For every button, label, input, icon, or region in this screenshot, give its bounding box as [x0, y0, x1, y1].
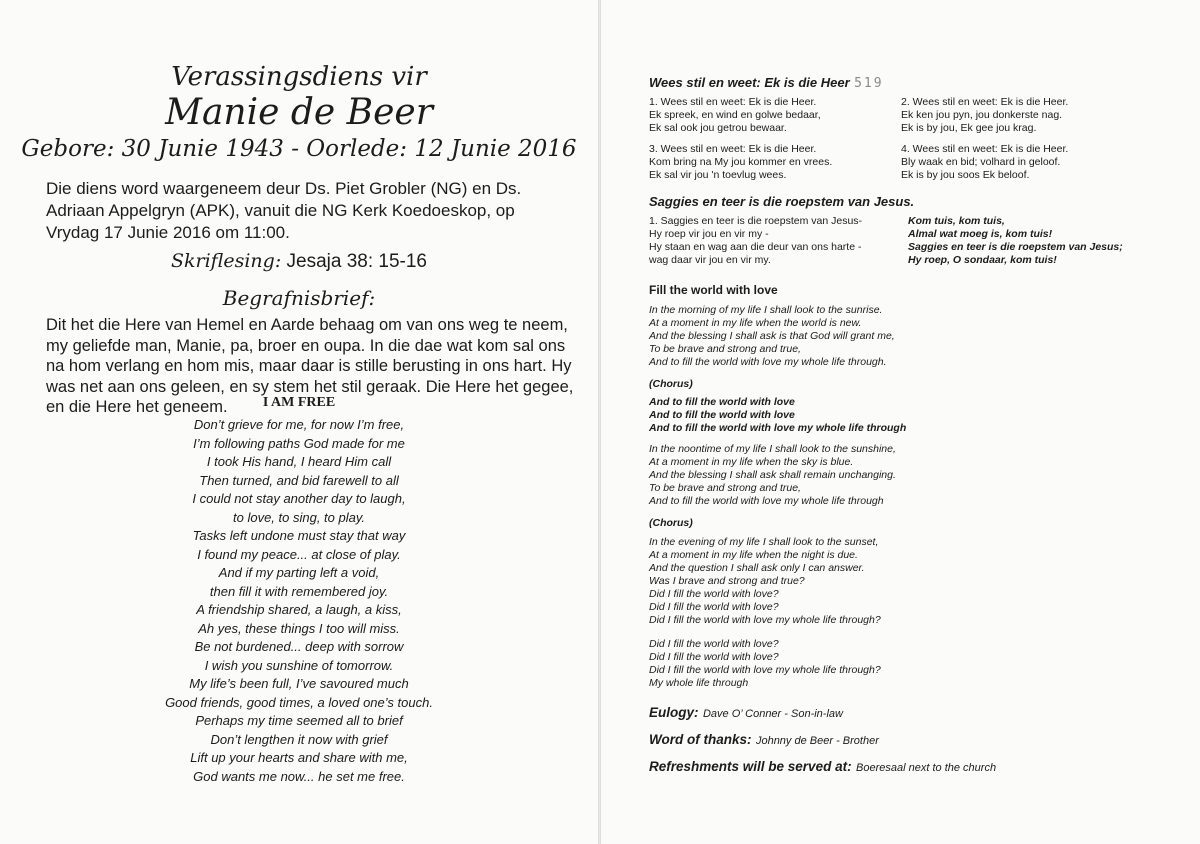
poem-line: then fill it with remembered joy. [209, 583, 389, 599]
poem-line: A friendship shared, a laugh, a kiss, [196, 602, 402, 617]
poem-title: I AM FREE [262, 395, 336, 410]
song-line: To be brave and strong and true, [649, 343, 801, 355]
verse-line: Hy roep vir jou en vir my - [649, 228, 769, 240]
poem-line: I’m following paths God made for me [193, 435, 405, 451]
verse-line: 4. Wees stil en weet: Ek is die Heer. [901, 143, 1069, 155]
verse-line: Ek is by jou soos Ek beloof. [901, 169, 1030, 181]
poem-line: Good friends, good times, a loved one’s touch. [165, 694, 433, 710]
song-line: In the evening of my life I shall look to the sunset, [649, 536, 879, 548]
poem-line: God wants me now... he set me free. [193, 768, 405, 784]
poem-line: to love, to sing, to play. [233, 509, 365, 525]
poem-line: I took His hand, I heard Him call [206, 454, 392, 469]
refrain-line: Kom tuis, kom tuis, [908, 215, 1005, 227]
eulogy-label: Eulogy: [649, 705, 699, 720]
poem-line: My life’s been full, I’ve savoured much [189, 676, 409, 691]
song-line: And to fill the world with love my whole life through [649, 495, 884, 507]
refreshments-row [649, 758, 996, 776]
poem-line: I could not stay another day to laugh, [192, 491, 406, 506]
poem-line: Ah yes, these things I too will miss. [198, 620, 400, 636]
hymn2-verse [649, 215, 862, 267]
poem-line: I wish you sunshine of tomorrow. [204, 657, 394, 673]
song-line: Did I fill the world with love? [649, 651, 779, 663]
song-line: My whole life through [649, 677, 749, 689]
thanks-label: Word of thanks: [649, 732, 752, 747]
song-line: Was I brave and strong and true? [649, 575, 805, 587]
hymn1-verse-3 [649, 143, 832, 182]
song-line: Did I fill the world with love? [649, 601, 779, 613]
song-line: To be brave and strong and true, [649, 482, 801, 494]
poem-line: Don’t grieve for me, for now I’m free, [193, 417, 405, 432]
poem [0, 416, 598, 786]
verse-line: Ek sal vir jou 'n toevlug wees. [649, 169, 787, 181]
song-ending [649, 638, 881, 690]
song-line: Did I fill the world with love? [649, 638, 779, 650]
hymn1-verse-2 [901, 96, 1068, 135]
song-line: Did I fill the world with love? [649, 588, 779, 600]
poem-line: Perhaps my time seemed all to brief [195, 713, 403, 728]
verse-line: Ek sal ook jou getrou bewaar. [649, 122, 787, 134]
song-line: And the blessing I shall ask shall remain unchanging. [649, 469, 896, 481]
refrain-line: Saggies en teer is die roepstem van Jesus; [908, 241, 1123, 253]
song-line: And the question I shall ask only I can answer. [649, 562, 865, 574]
hymn1-verse-1 [649, 96, 821, 135]
poem-line: Don’t lengthen it now with grief [210, 731, 388, 747]
poem-line: Then turned, and bid farewell to all [199, 472, 399, 488]
deceased-name: Manie de Beer [165, 92, 433, 133]
scripture-reading [0, 250, 598, 273]
verse-line: Bly waak en bid; volhard in geloof. [901, 156, 1061, 168]
song-line: Did I fill the world with love my whole life through? [649, 664, 881, 676]
song-line: At a moment in my life when the night is due. [649, 549, 858, 561]
hymn2-refrain [908, 215, 1123, 267]
service-details: Die diens word waargeneem deur Ds. Piet Grobler (NG) en Ds. Adriaan Appelgryn (APK), vanuit die NG Kerk Koedoeskop, op Vrydag 17 Junie 2016 om 11:00. [46, 179, 522, 242]
verse-line: wag daar vir jou en vir my. [649, 254, 771, 266]
song-verse-1 [649, 304, 895, 369]
verse-line: Ek is by jou, Ek gee jou krag. [901, 122, 1037, 134]
verse-line: 1. Wees stil en weet: Ek is die Heer. [649, 96, 817, 108]
poem-line: Be not burdened... deep with sorrow [194, 639, 404, 654]
chorus-label: (Chorus) [649, 378, 693, 390]
poem-line: I found my peace... at close of play. [197, 546, 401, 562]
refrain-line: Hy roep, O sondaar, kom tuis! [908, 254, 1057, 266]
eulogy-value: Dave O’ Conner - Son-in-law [702, 708, 843, 720]
song-line: Did I fill the world with love my whole life through? [649, 614, 881, 626]
poem-line: Tasks left undone must stay that way [192, 528, 406, 543]
verse-line: Kom bring na My jou kommer en vrees. [649, 156, 833, 168]
poem-line: And if my parting left a void, [218, 565, 380, 580]
handwritten-number: 519 [854, 76, 884, 91]
verse-line: Hy staan en wag aan die deur van ons harte - [649, 241, 862, 253]
thanks-row [649, 731, 879, 749]
verse-line: 3. Wees stil en weet: Ek is die Heer. [649, 143, 817, 155]
song-verse-3 [649, 536, 881, 627]
refrain-line: Almal wat moeg is, kom tuis! [908, 228, 1053, 240]
hymn1-heading [649, 74, 884, 92]
poem-line: Lift up your hearts and share with me, [190, 750, 408, 765]
eulogy-row [649, 704, 843, 722]
hymn1-title: Wees stil en weet: Ek is die Heer [649, 75, 850, 90]
song-verse-2 [649, 443, 896, 508]
song-line: At a moment in my life when the world is new. [649, 317, 862, 329]
thanks-value: Johnny de Beer - Brother [755, 735, 879, 747]
service-title: Verassingsdiens vir [171, 62, 427, 92]
verse-line: Ek ken jou pyn, jou donkerste nag. [901, 109, 1063, 121]
verse-line: 1. Saggies en teer is die roepstem van Jesus- [649, 215, 863, 227]
verse-line: Ek spreek, en wind en golwe bedaar, [649, 109, 821, 121]
song-line: And the blessing I shall ask is that God will grant me, [649, 330, 895, 342]
scripture-value: Jesaja 38: 15-16 [286, 251, 427, 272]
life-dates: Gebore: 30 Junie 1943 - Oorlede: 12 Junie 2016 [21, 136, 577, 162]
chorus-line: And to fill the world with love [649, 409, 795, 421]
song-line: In the noontime of my life I shall look to the sunshine, [649, 443, 896, 455]
verse-line: 2. Wees stil en weet: Ek is die Heer. [901, 96, 1069, 108]
refreshments-label: Refreshments will be served at: [649, 759, 852, 774]
chorus-label-2: (Chorus) [649, 517, 693, 529]
song-chorus [649, 396, 906, 435]
chorus-line: And to fill the world with love my whole life through [649, 422, 907, 434]
hymn1-verse-4 [901, 143, 1068, 182]
left-page [0, 0, 598, 844]
song-line: In the morning of my life I shall look to the sunrise. [649, 304, 883, 316]
chorus-line: And to fill the world with love [649, 396, 795, 408]
song-title: Fill the world with love [649, 283, 778, 297]
right-page [601, 0, 1200, 844]
scripture-label: Skriflesing: [170, 250, 282, 272]
refreshments-value: Boeresaal next to the church [856, 762, 997, 774]
song-line: And to fill the world with love my whole life through. [649, 356, 887, 368]
hymn2-title: Saggies en teer is die roepstem van Jesus. [649, 194, 915, 209]
song-line: At a moment in my life when the sky is blue. [649, 456, 854, 468]
funeral-letter: Dit het die Here van Hemel en Aarde behaag om van ons weg te neem, my geliefde man, Manie, pa, broer en oupa. In die dae wat kom sal ons na hom verlang en hom mis, maar daar is stille berusting in ons hart. Hy was net aan ons geleen, en sy stem het stil geraak. Die Here het gegee, en die Here het geneem. [46, 316, 574, 416]
letter-heading: Begrafnisbrief: [222, 286, 376, 310]
